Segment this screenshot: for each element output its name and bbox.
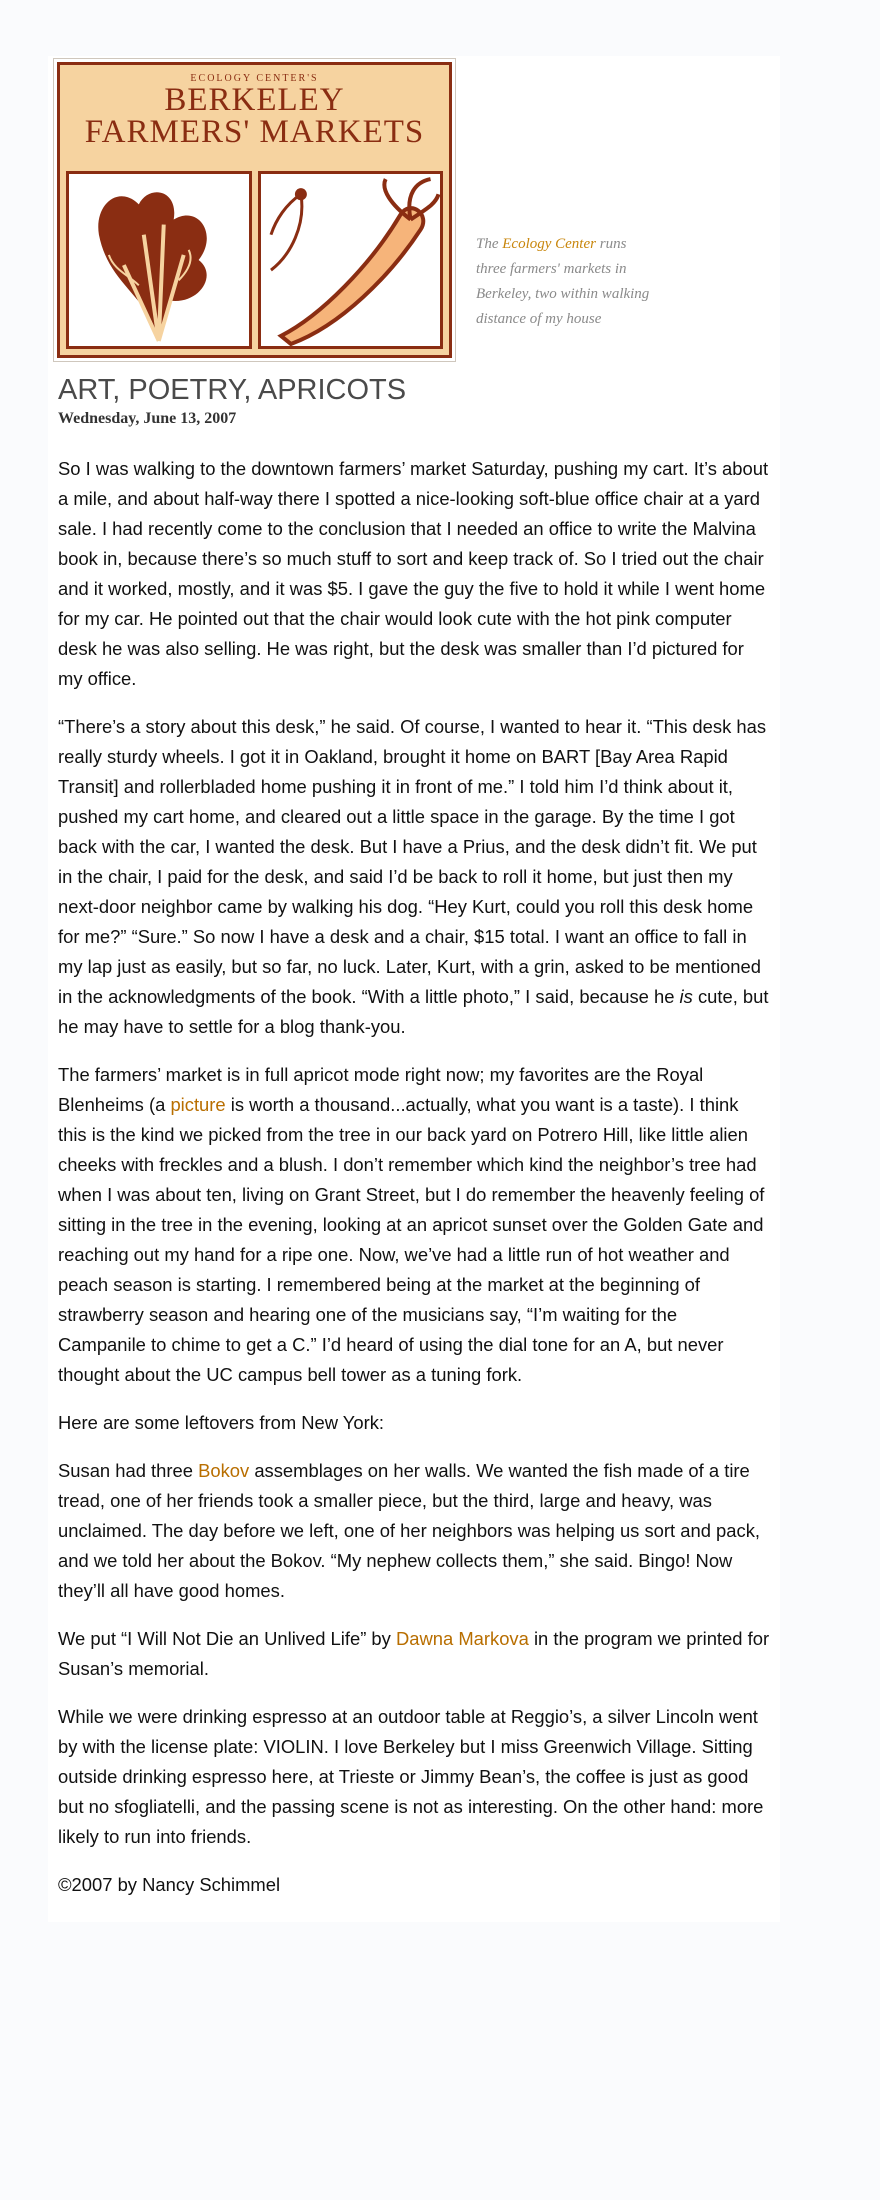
blog-post [48, 372, 780, 1900]
berkeley-farmers-markets-logo[interactable] [53, 58, 456, 362]
post-date: Wednesday, June 13, 2007 [58, 410, 237, 427]
ecology-center-link[interactable]: Ecology Center [502, 236, 596, 252]
chard-icon [69, 174, 249, 346]
logo-text [60, 73, 449, 148]
post-paragraph-7: While we were drinking espresso at an outdoor table at Reggio’s, a silver Lincoln went by with the license plate: VIOLIN. I love Berkeley but I miss Greenwich Village. Sitting outside drinking espresso here, at Trieste or Jimmy Bean’s, the coffee is just as good but no sfogliatelli, and the passing scene is not as interesting. On the other hand: more likely to run into friends. [58, 1706, 764, 1847]
tagline-suffix: runs three farmers' markets in Berkeley, two within walking distance of my house [476, 236, 650, 327]
tagline-prefix: The [476, 236, 503, 252]
paragraph-text: The farmers’ market is in full apricot mode right now; my favorites are the Royal Blenheims (a [58, 1064, 704, 1115]
post-paragraph-3 [58, 1060, 770, 1390]
carrot-illustration [258, 171, 444, 349]
post-paragraph-1: So I was walking to the downtown farmers’ market Saturday, pushing my cart. It’s about a mile, and about half-way there I spotted a nice-looking soft-blue office chair at a yard sale. I had recently come to the conclusion that I needed an office to write the Malvina book in, because there’s so much stuff to sort and keep track of. So I tried out the chair and it worked, mostly, and it was $5. I gave the guy the five to hold it while I went home for my car. He pointed out that the chair would look cute with the hot pink computer desk he was also selling. He was right, but the desk was smaller than I’d pictured for my office. [58, 458, 769, 689]
copyright-notice: ©2007 by Nancy Schimmel [58, 1874, 281, 1895]
paragraph-text: assemblages on her walls. We wanted the fish made of a tire tread, one of her friends took a smaller piece, but the third, large and heavy, was unclaimed. The day before we left, one of her neighbors was helping us sort and pack, and we told her about the Bokov. “My nephew collects them,” she said. Bingo! Now they’ll all have good homes. [58, 1460, 760, 1601]
logo-org-small: ECOLOGY CENTER'S [190, 73, 319, 84]
post-paragraph-2 [58, 712, 770, 1042]
logo-illustration [66, 171, 443, 349]
post-paragraph-6 [58, 1624, 770, 1684]
site-header [48, 56, 780, 368]
paragraph-text: cute, but he may have to settle for a blog thank-you. [58, 986, 769, 1037]
picture-link[interactable]: picture [170, 1094, 226, 1115]
emphasis-text: is [679, 986, 693, 1007]
post-title: ART, POETRY, APRICOTS [58, 374, 407, 406]
paragraph-text: We put “I Will Not Die an Unlived Life” by [58, 1628, 396, 1649]
paragraph-text: is worth a thousand...actually, what you want is a taste). I think this is the kind we picked from the tree in our back yard on Potrero Hill, like little alien cheeks with freckles and a blush. I don’t remember which kind the neighbor’s tree had when I was about ten, living on Grant Street, but I do remember the heavenly feeling of sitting in the tree in the evening, looking at an apricot sunset over the Golden Gate and reaching out my hand for a ripe one. Now, we’ve had a little run of hot weather and peach season is starting. I remembered being at the market at the beginning of strawberry season and hearing one of the musicians say, “I’m waiting for the Campanile to chime to get a C.” I’d heard of using the dial tone for an A, but never thought about the UC campus bell tower as a tuning fork. [58, 1094, 765, 1385]
dawna-markova-link[interactable]: Dawna Markova [395, 1628, 529, 1649]
paragraph-text: Susan had three [58, 1460, 199, 1481]
logo-name-line1: BERKELEY [164, 82, 345, 118]
paragraph-text: in the program we printed for Susan’s memorial. [58, 1628, 770, 1679]
post-paragraph-4: Here are some leftovers from New York: [58, 1412, 385, 1433]
paragraph-text: “There’s a story about this desk,” he said. Of course, I wanted to hear it. “This desk has really sturdy wheels. I got it in Oakland, brought it home on BART [Bay Area Rapid Transit] and rollerbladed home pushing it in front of me.” I told him I’d think about it, pushed my cart home, and cleared out a little space in the garage. By the time I got back with the car, I wanted the desk. But I have a Prius, and the desk didn’t fit. We put in the chair, I paid for the desk, and said I’d be back to roll it home, but just then my next-door neighbor came by walking his dog. “Hey Kurt, could you roll this desk home for me?” “Sure.” So now I have a desk and a chair, $15 total. I want an office to fall in my lap just as easily, but so far, no luck. Later, Kurt, with a grin, asked to be mentioned in the acknowledgments of the book. “With a little photo,” I said, because he [58, 716, 767, 1007]
logo-name-line2: FARMERS' MARKETS [84, 114, 425, 150]
header-tagline [476, 232, 656, 332]
post-paragraph-5 [58, 1456, 770, 1606]
bokov-link[interactable]: Bokov [198, 1460, 250, 1481]
page-container [48, 56, 780, 1922]
logo-frame [57, 62, 452, 358]
carrot-icon [261, 174, 441, 346]
chard-illustration [66, 171, 252, 349]
